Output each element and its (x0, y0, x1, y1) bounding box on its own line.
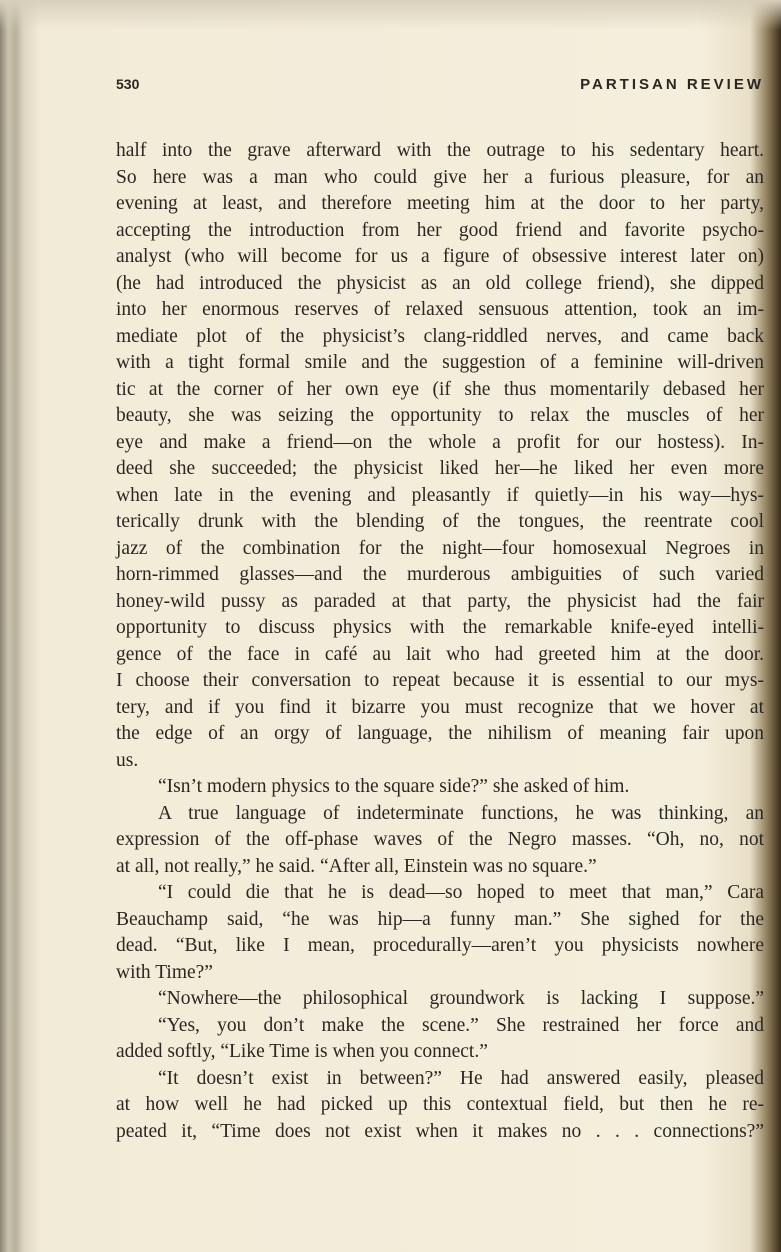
text-line: tery, and if you find it bizarre you must recognize that we hover at (116, 696, 764, 718)
text-line: mediate plot of the physicist’s clang-riddled nerves, and came back (116, 325, 764, 347)
text-line: with a tight formal smile and the suggestion of a feminine will-driven (116, 352, 764, 373)
text-line: into her enormous reserves of relaxed sensuous attention, took an im- (116, 299, 764, 320)
text-line: analyst (who will become for us a figure of obsessive interest later on) (116, 246, 764, 267)
text-line: accepting the introduction from her good friend and favorite psycho- (116, 219, 764, 241)
text-line: us. (116, 749, 139, 771)
text-line: “I could die that he is dead—so hoped to meet that man,” Cara (158, 882, 764, 903)
text-line: expression of the off-phase waves of the Negro masses. “Oh, no, not (116, 829, 764, 850)
text-line: horn-rimmed glasses—and the murderous ambiguities of such varied (116, 564, 764, 585)
text-line: dead. “But, like I mean, procedurally—aren’t you physicists nowhere (116, 935, 764, 956)
text-line: when late in the evening and pleasantly if quietly—in his way—hys- (116, 484, 764, 506)
page-shadow (0, 0, 781, 30)
text-line: with Time?” (116, 961, 213, 983)
text-line: gence of the face in café au lait who had greeted him at the door. (116, 643, 764, 665)
text-line: I choose their conversation to repeat because it is essential to our mys- (116, 670, 764, 691)
text-line: So here was a man who could give her a furious pleasure, for an (116, 166, 764, 188)
text-line: the edge of an orgy of language, the nihilism of meaning fair upon (116, 723, 764, 744)
text-line: “Isn’t modern physics to the square side?” she asked of him. (158, 776, 630, 797)
body-text (116, 138, 764, 1145)
text-line: at how well he had picked up this contextual field, but then he re- (116, 1094, 764, 1115)
text-line: opportunity to discuss physics with the remarkable knife-eyed intelli- (116, 617, 764, 638)
text-line: half into the grave afterward with the outrage to his sedentary heart. (116, 140, 764, 161)
text-line: (he had introduced the physicist as an old college friend), she dipped (116, 272, 764, 294)
text-line: deed she succeeded; the physicist liked her—he liked her even more (116, 458, 764, 479)
text-line: Beauchamp said, “he was hip—a funny man.” She sighed for the (116, 908, 764, 930)
running-head: PARTISAN REVIEW (580, 76, 764, 93)
text-line: peated it, “Time does not exist when it makes no . . . connections?” (116, 1120, 764, 1142)
text-line: added softly, “Like Time is when you connect.” (116, 1041, 488, 1062)
text-line: “It doesn’t exist in between?” He had answered easily, pleased (158, 1067, 764, 1089)
page-number: 530 (116, 76, 140, 92)
text-line: honey-wild pussy as paraded at that party, the physicist had the fair (116, 590, 764, 612)
text-line: evening at least, and therefore meeting him at the door to her party, (116, 193, 764, 214)
page-header (116, 76, 764, 98)
text-line: terically drunk with the blending of the tongues, the reentrate cool (116, 511, 764, 532)
text-line: tic at the corner of her own eye (if she thus momentarily debased her (116, 378, 764, 400)
text-line: A true language of indeterminate functions, he was thinking, an (158, 802, 764, 824)
text-line: eye and make a friend—on the whole a profit for our hostess). In- (116, 431, 764, 453)
text-line: beauty, she was seizing the opportunity to relax the muscles of her (116, 405, 764, 426)
text-line: jazz of the combination for the night—four homosexual Negroes in (116, 537, 764, 559)
text-line: “Yes, you don’t make the scene.” She restrained her force and (158, 1014, 764, 1036)
text-line: “Nowhere—the philosophical groundwork is lacking I suppose.” (158, 988, 764, 1009)
text-line: at all, not really,” he said. “After all, Einstein was no square.” (116, 855, 597, 877)
